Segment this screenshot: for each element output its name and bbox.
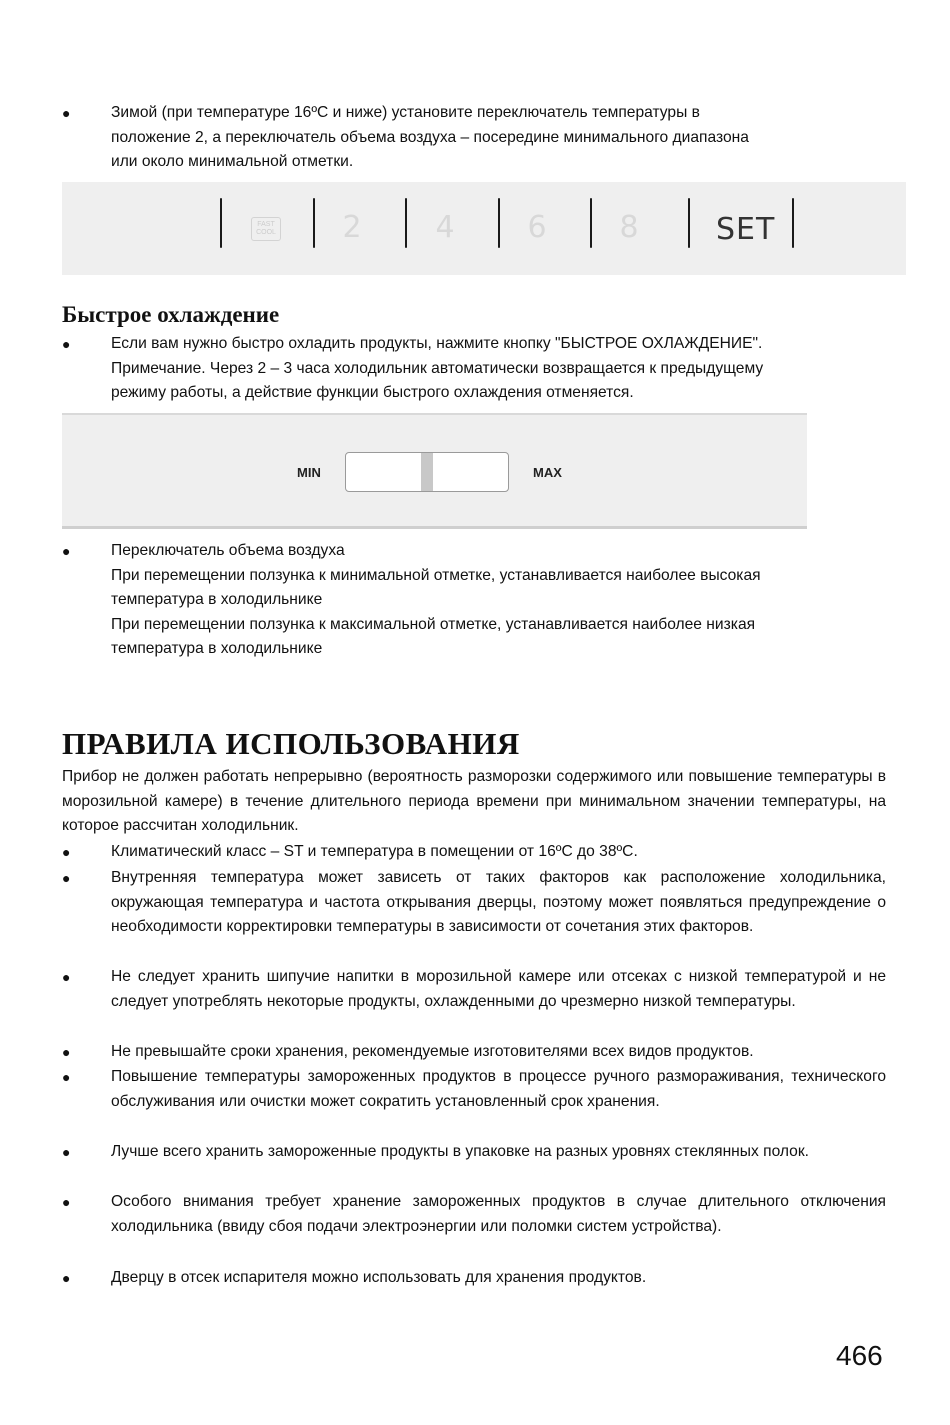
rules-item-text: Не превышайте сроки хранения, рекомендуемые изготовителями всех видов продуктов. — [111, 1043, 754, 1060]
bullet-dot: ● — [62, 105, 71, 121]
level-4-button[interactable]: 4 — [435, 210, 455, 245]
fast-cool-button[interactable]: FAST COOL — [251, 217, 281, 241]
bullet-dot: ● — [62, 336, 71, 352]
panel-separator — [313, 198, 315, 248]
text-line: Зимой (при температуре 16ºC и ниже) установите переключатель температуры в — [111, 104, 700, 121]
level-8-button[interactable]: 8 — [619, 210, 639, 245]
panel-separator — [792, 198, 794, 248]
rules-item-text: Климатический класс – ST и температура в помещении от 16ºC до 38ºC. — [111, 843, 638, 860]
bullet-dot: ● — [62, 1144, 71, 1160]
text-line: температура в холодильнике — [111, 591, 323, 609]
slider-max-label: MAX — [533, 465, 562, 480]
text-line: При перемещении ползунка к максимальной отметке, устанавливается наиболее низкая — [111, 615, 756, 633]
set-button[interactable]: SET — [716, 212, 776, 247]
rules-item — [62, 1140, 886, 1165]
bullet-dot: ● — [62, 543, 71, 559]
level-6-button[interactable]: 6 — [527, 210, 547, 245]
bullet-dot: ● — [62, 844, 71, 860]
bullet-dot: ● — [62, 1069, 71, 1085]
text-line: режиму работы, а действие функции быстрого охлаждения отменяется. — [111, 384, 634, 402]
rules-item — [62, 1065, 886, 1114]
panel-separator — [405, 198, 407, 248]
text-line: или около минимальной отметки. — [111, 153, 354, 171]
fast-cooling-bullet — [62, 332, 886, 406]
text-line: Примечание. Через 2 – 3 часа холодильник автоматически возвращается к предыдущему — [111, 359, 764, 377]
bullet-dot: ● — [62, 1194, 71, 1210]
rules-item-text: Особого внимания требует хранение замороженных продуктов в случае длительного отключения холодильника (ввиду сбоя подачи электроэнергии или поломки систем устройства). — [111, 1193, 886, 1235]
rules-item — [62, 1040, 886, 1065]
rules-item — [62, 1266, 886, 1291]
panel-separator — [498, 198, 500, 248]
panel-separator — [590, 198, 592, 248]
rules-item — [62, 840, 886, 865]
section-heading-rules: ПРАВИЛА ИСПОЛЬЗОВАНИЯ — [62, 726, 520, 761]
text-line: Переключатель объема воздуха — [111, 542, 345, 559]
text-line: При перемещении ползунка к минимальной отметке, устанавливается наиболее высокая — [111, 566, 761, 584]
bullet-dot: ● — [62, 870, 71, 886]
air-volume-slider-panel — [62, 413, 807, 529]
rules-intro-paragraph: Прибор не должен работать непрерывно (вероятность разморозки содержимого или повышение температуры в морозильной камере) в течение длительного периода времени при минимальном значении температуры, на которое рассчитан холодильник. — [62, 768, 886, 835]
air-volume-slider-thumb[interactable] — [421, 453, 433, 491]
panel-separator — [220, 198, 222, 248]
bullet-dot: ● — [62, 969, 71, 985]
intro-bullet — [62, 101, 886, 175]
rules-item — [62, 1190, 886, 1239]
slider-min-label: MIN — [297, 465, 321, 480]
level-2-button[interactable]: 2 — [342, 210, 362, 245]
text-line: температура в холодильнике — [111, 640, 323, 658]
rules-item-text: Повышение температуры замороженных продуктов в процессе ручного размораживания, технического обслуживания или очистки может сократить установленный срок хранения. — [111, 1068, 886, 1110]
rules-item-text: Лучше всего хранить замороженные продукты в упаковке на разных уровнях стеклянных полок. — [111, 1143, 810, 1160]
air-switch-bullet — [62, 539, 886, 662]
bullet-dot: ● — [62, 1270, 71, 1286]
rules-item — [62, 965, 886, 1014]
page-number: 466 — [836, 1340, 883, 1371]
rules-item-text: Дверцу в отсек испарителя можно использовать для хранения продуктов. — [111, 1269, 647, 1286]
text-line: положение 2, а переключатель объема воздуха – посередине минимального диапазона — [111, 128, 749, 146]
text-line: Если вам нужно быстро охладить продукты, нажмите кнопку "БЫСТРОЕ ОХЛАЖДЕНИЕ". — [111, 335, 763, 352]
panel-separator — [688, 198, 690, 248]
rules-item — [62, 866, 886, 940]
rules-item-text: Внутренняя температура может зависеть от таких факторов как расположение холодильника, окружающая температура и частота открывания дверцы, поэтому может появляться предупреждение о необходимости корректировки температуры в зависимости от сочетания этих факторов. — [111, 869, 886, 936]
rules-item-text: Не следует хранить шипучие напитки в морозильной камере или отсеках с низкой температурой и не следует употреблять некоторые продукты, охлажденными до чрезмерно низкой температуры. — [111, 968, 886, 1010]
section-heading-fast-cooling: Быстрое охлаждение — [62, 302, 280, 327]
bullet-dot: ● — [62, 1044, 71, 1060]
air-volume-slider-track[interactable] — [345, 452, 509, 492]
temperature-control-panel — [62, 182, 906, 275]
